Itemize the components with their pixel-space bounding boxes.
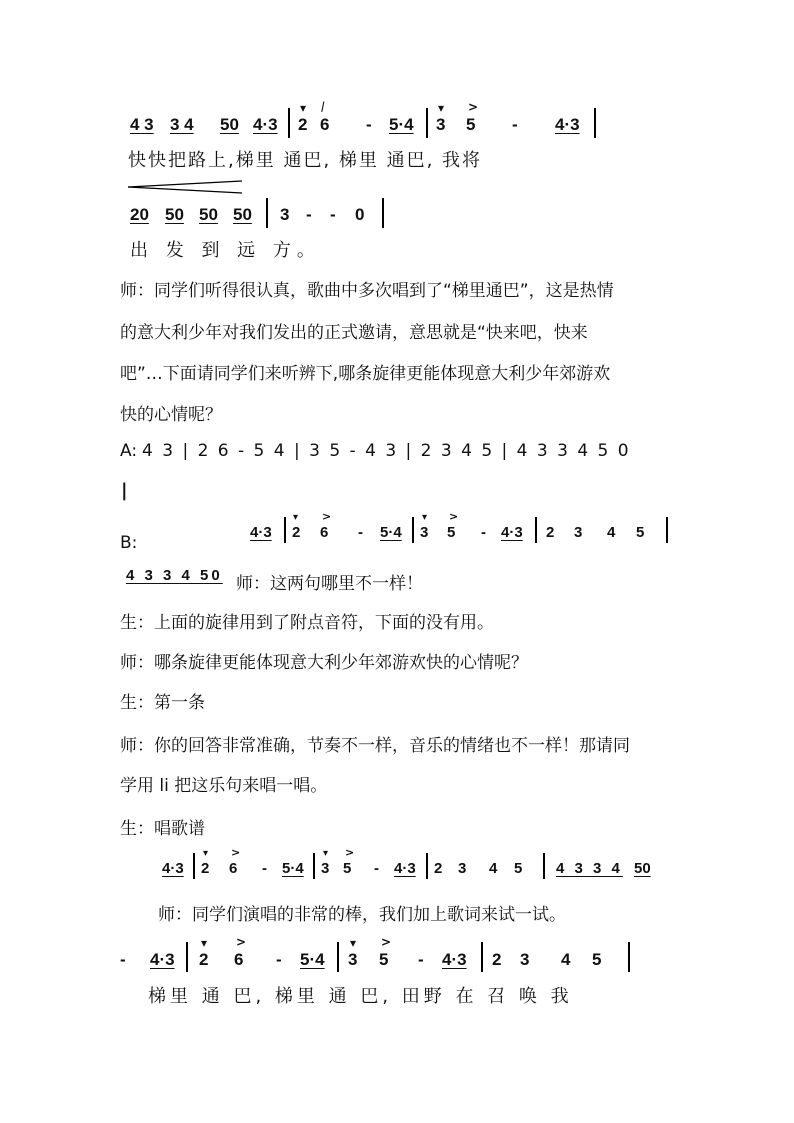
bar-line bbox=[337, 942, 339, 972]
note: 5 bbox=[379, 950, 389, 969]
bar-line bbox=[628, 942, 630, 972]
lyrics: 出 发 到 远 方。 bbox=[130, 240, 321, 261]
accent-mark: > bbox=[381, 935, 392, 949]
note: 5 bbox=[514, 860, 523, 877]
accent-mark: > bbox=[345, 846, 355, 859]
accent-dot: ▾ bbox=[323, 848, 329, 859]
text-line: 快的心情呢？ bbox=[120, 405, 222, 425]
note-group: 20 bbox=[130, 205, 149, 224]
note: 3 bbox=[280, 205, 290, 224]
note: 2 bbox=[546, 524, 555, 541]
note-group: 4·3 bbox=[150, 950, 175, 969]
note-group: 4·3 bbox=[555, 115, 580, 134]
bar-line bbox=[186, 942, 188, 972]
text-line: 师：同学们听得很认真，歌曲中多次唱到了“梯里通巴”，这是热情 bbox=[120, 281, 614, 301]
accent-mark: > bbox=[236, 935, 247, 949]
bar-line bbox=[412, 517, 414, 543]
text-line: 吧”…下面请同学们来听辨下,哪条旋律更能体现意大利少年郊游欢 bbox=[120, 364, 611, 384]
note: 5 bbox=[466, 115, 476, 134]
lyrics: 快快把路上,梯里 通巴, 梯里 通巴, 我将 bbox=[128, 150, 483, 171]
note: 6 bbox=[229, 860, 238, 877]
accent-dot: ▾ bbox=[293, 512, 299, 523]
note-group: 3 4 bbox=[170, 115, 194, 134]
bar-line bbox=[382, 198, 384, 228]
note: 3 bbox=[458, 860, 467, 877]
note: 2 bbox=[199, 950, 209, 969]
note-group: 4·3 bbox=[162, 860, 184, 877]
note: 6 bbox=[234, 950, 244, 969]
note: 4 bbox=[489, 860, 498, 877]
accent-dot: ▾ bbox=[300, 101, 307, 115]
note-group: 5·4 bbox=[380, 524, 402, 541]
accent-dot: ▾ bbox=[350, 936, 357, 950]
note-group: 50 bbox=[165, 205, 184, 224]
option-b-label: B: bbox=[120, 533, 138, 553]
note: 5 bbox=[636, 524, 645, 541]
rest-dash: - bbox=[358, 524, 363, 541]
option-b-tail: 4 3 3 4 50 bbox=[126, 567, 223, 584]
rest-dash: - bbox=[120, 950, 126, 969]
rest-dash: - bbox=[512, 115, 518, 134]
teacher-line: 学用 li 把这乐句来唱一唱。 bbox=[120, 776, 328, 796]
note-group: 4·3 bbox=[253, 115, 278, 134]
note: 3 bbox=[420, 524, 429, 541]
note: 2 bbox=[492, 950, 502, 969]
student-line: 生：唱歌谱 bbox=[120, 819, 205, 839]
accent-mark: > bbox=[449, 510, 459, 523]
accent-dot: ▾ bbox=[438, 101, 445, 115]
text-line: 的意大利少年对我们发出的正式邀请，意思就是“快来吧，快来 bbox=[120, 323, 588, 343]
rest-dash: - bbox=[306, 205, 312, 224]
bar-line bbox=[481, 942, 483, 972]
bar-line bbox=[288, 108, 290, 138]
note: 5 bbox=[343, 860, 352, 877]
note-group: 5·4 bbox=[389, 115, 414, 134]
note-group: 4·3 bbox=[501, 524, 523, 541]
rest: 0 bbox=[355, 205, 365, 224]
rest-dash: - bbox=[481, 524, 486, 541]
rest-dash: - bbox=[374, 860, 379, 877]
student-line: 生：第一条 bbox=[120, 693, 205, 713]
option-a-melody: 4 3 | 2 6 - 5 4 | 3 5 - 4 3 | 2 3 4 5 | 4 3 3 4 5 0 bbox=[142, 441, 631, 461]
accent-mark: > bbox=[231, 846, 241, 859]
accent-mark: > bbox=[322, 510, 332, 523]
note-group: 50 bbox=[220, 115, 239, 134]
option-a-label: A: bbox=[120, 441, 138, 461]
note-group: 4 3 3 4 bbox=[556, 860, 623, 877]
note: 3 bbox=[520, 950, 530, 969]
note: 3 bbox=[574, 524, 583, 541]
note-group: 4·3 bbox=[394, 860, 416, 877]
note-group: 4·3 bbox=[442, 950, 467, 969]
accent-mark: ⁄ bbox=[319, 100, 327, 114]
note-group: 4 3 bbox=[130, 115, 154, 134]
note: 5 bbox=[592, 950, 602, 969]
note-group: 50 bbox=[233, 205, 252, 224]
accent-dot: ▾ bbox=[201, 936, 208, 950]
note-group: 50 bbox=[634, 860, 651, 877]
note: 3 bbox=[436, 115, 446, 134]
bar-line bbox=[594, 108, 596, 138]
teacher-line: 师：哪条旋律更能体现意大利少年郊游欢快的心情呢？ bbox=[120, 653, 528, 673]
bar-line bbox=[426, 853, 428, 879]
rest-dash: - bbox=[418, 950, 424, 969]
lyrics: 梯里 通 巴, 梯里 通 巴, 田野 在 召 唤 我 bbox=[148, 986, 573, 1007]
bar-line bbox=[313, 853, 315, 879]
note: 3 bbox=[321, 860, 330, 877]
rest-dash: - bbox=[330, 205, 336, 224]
note: 4 bbox=[607, 524, 616, 541]
note-group: 4·3 bbox=[250, 524, 272, 541]
accent-mark: > bbox=[468, 100, 479, 114]
student-line: 生：上面的旋律用到了附点音符，下面的没有用。 bbox=[120, 613, 494, 633]
bar-line bbox=[426, 108, 428, 138]
rest-dash: - bbox=[276, 950, 282, 969]
bar-line bbox=[535, 517, 537, 543]
note: 6 bbox=[320, 524, 329, 541]
accent-dot: ▾ bbox=[422, 512, 428, 523]
note-group: 50 bbox=[199, 205, 218, 224]
note: 6 bbox=[320, 115, 330, 134]
bar-line bbox=[193, 853, 195, 879]
bar-line bbox=[666, 517, 668, 543]
note: 2 bbox=[201, 860, 210, 877]
bar-line bbox=[543, 853, 545, 879]
note: 4 bbox=[561, 950, 571, 969]
note-group: 5·4 bbox=[282, 860, 304, 877]
teacher-line: 师：你的回答非常准确，节奏不一样，音乐的情绪也不一样！那请同 bbox=[120, 736, 630, 756]
accent-dot: ▾ bbox=[203, 848, 209, 859]
note: 3 bbox=[348, 950, 358, 969]
teacher-question: 师：这两句哪里不一样！ bbox=[236, 574, 423, 594]
note: 2 bbox=[434, 860, 443, 877]
note: 5 bbox=[447, 524, 456, 541]
note-group: 5·4 bbox=[300, 950, 325, 969]
note: 2 bbox=[292, 524, 301, 541]
note: 2 bbox=[298, 115, 308, 134]
decrescendo-hairpin bbox=[128, 180, 244, 194]
bar-line bbox=[284, 517, 286, 543]
bar-line: | bbox=[121, 480, 128, 501]
bar-line bbox=[266, 198, 268, 228]
rest-dash: - bbox=[366, 115, 372, 134]
teacher-line: 师：同学们演唱的非常的棒，我们加上歌词来试一试。 bbox=[158, 905, 566, 925]
rest-dash: - bbox=[262, 860, 267, 877]
